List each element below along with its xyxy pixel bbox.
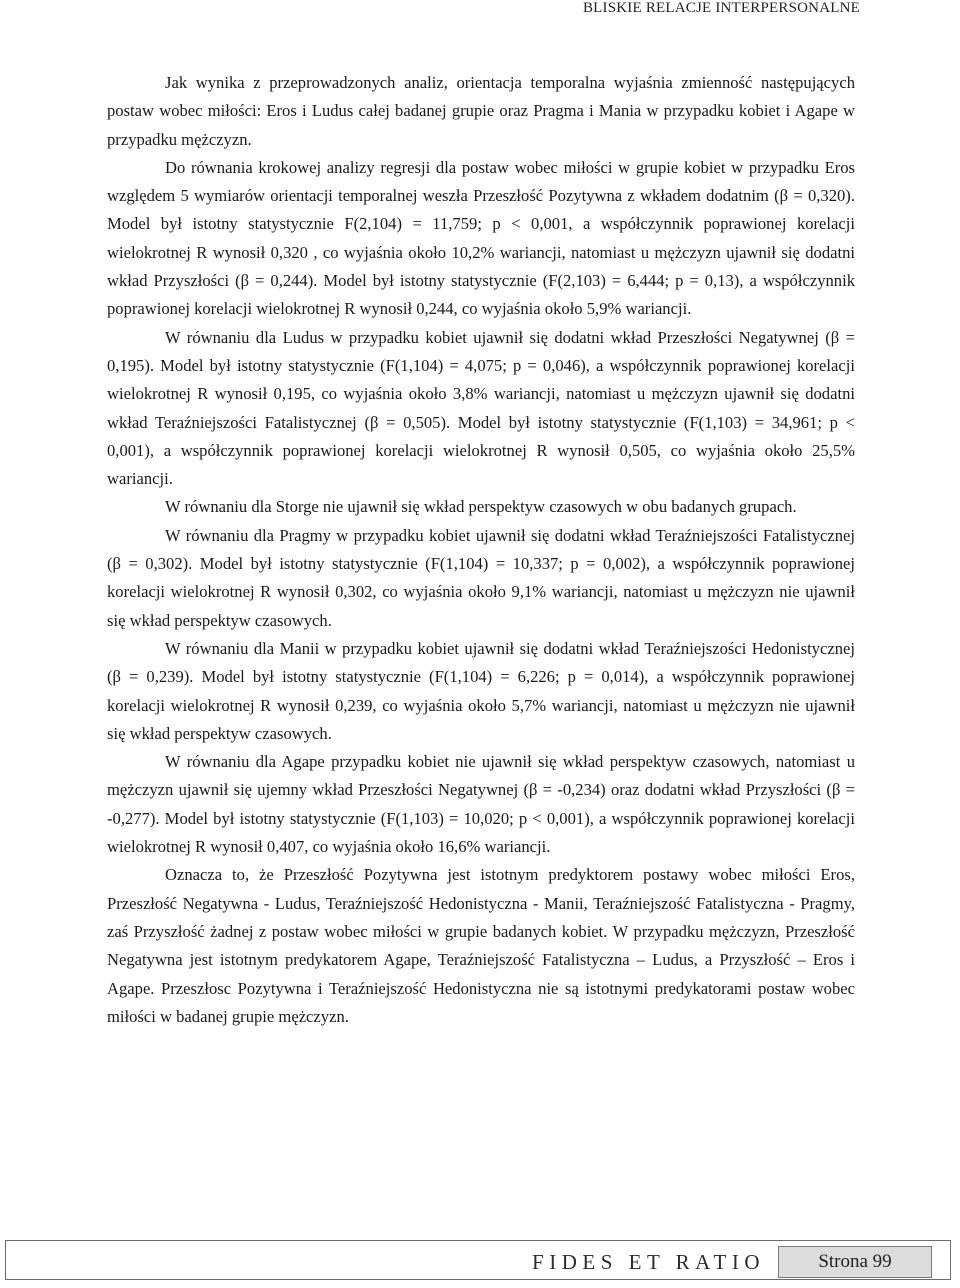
paragraph-pragma: W równaniu dla Pragmy w przypadku kobiet ujawnił się dodatni wkład Teraźniejszości Fatalistycznej (β = 0,302). Model był istotny statystycznie (F(1,104) = 10,337; p = 0,002), a współczynnik poprawionej korelacji wielokrotnej R wynosił 0,302, co wyjaśnia około 9,1% wariancji, natomiast u mężczyzn nie ujawnił się wkład perspektyw czasowych.: [107, 525, 855, 630]
paragraph-ludus: W równaniu dla Ludus w przypadku kobiet ujawnił się dodatni wkład Przeszłości Negatywnej (β = 0,195). Model był istotny statystycznie (F(1,104) = 4,075; p = 0,046), a współczynnik poprawionej korelacji wielokrotnej R wynosił 0,195, co wyjaśnia około 3,8% wariancji, natomiast u mężczyzn ujawnił się dodatni wkład Teraźniejszości Fatalistycznej (β = 0,505). Model był istotny statystycznie (F(1,103) = 34,961; p < 0,001), a współczynnik poprawionej korelacji wielokrotnej R wynosił 0,505, co wyjaśnia około 25,5% wariancji.: [107, 327, 855, 489]
paragraph-mania: W równaniu dla Manii w przypadku kobiet ujawnił się dodatni wkład Teraźniejszości Hedonistycznej (β = 0,239). Model był istotny statystycznie (F(1,104) = 6,226; p = 0,014), a współczynnik poprawionej korelacji wielokrotnej R wynosił 0,239, co wyjaśnia około 5,7% wariancji, natomiast u mężczyzn nie ujawnił się wkład perspektyw czasowych.: [107, 638, 855, 743]
paragraph-storge: W równaniu dla Storge nie ujawnił się wkład perspektyw czasowych w obu badanych grupach.: [165, 497, 797, 517]
paragraph-agape: W równaniu dla Agape przypadku kobiet nie ujawnił się wkład perspektyw czasowych, natomiast u mężczyzn ujawnił się ujemny wkład Przeszłości Negatywnej (β = -0,234) oraz dodatni wkład Przyszłości (β = -0,277). Model był istotny statystycznie (F(1,103) = 10,020; p < 0,001), a współczynnik poprawionej korelacji wielokrotnej R wynosił 0,407, co wyjaśnia około 16,6% wariancji.: [107, 752, 855, 857]
footer-journal-title: FIDES ET RATIO: [532, 1250, 765, 1274]
paragraph-intro: Jak wynika z przeprowadzonych analiz, orientacja temporalna wyjaśnia zmienność następujących postaw wobec miłości: Eros i Ludus całej badanej grupie oraz Pragma i Mania w przypadku kobiet i Agape w przypadku mężczyzn.: [107, 73, 855, 149]
article-body: [107, 69, 855, 1031]
running-header: BLISKIE RELACJE INTERPERSONALNE: [582, 0, 860, 16]
footer-page-number: Strona 99: [778, 1246, 932, 1278]
paragraph-eros: Do równania krokowej analizy regresji dla postaw wobec miłości w grupie kobiet w przypadku Eros względem 5 wymiarów orientacji temporalnej weszła Przeszłość Pozytywna z wkładem dodatnim (β = 0,320). Model był istotny statystycznie F(2,104) = 11,759; p < 0,001, a współczynnik poprawionej korelacji wielokrotnej R wynosił 0,320 , co wyjaśnia około 10,2% wariancji, natomiast u mężczyzn ujawnił się dodatni wkład Przyszłości (β = 0,244). Model był istotny statystycznie (F(2,103) = 6,444; p = 0,13), a współczynnik poprawionej korelacji wielokrotnej R wynosił 0,244, co wyjaśnia około 5,9% wariancji.: [107, 157, 855, 319]
paragraph-conclusion: Oznacza to, że Przeszłość Pozytywna jest istotnym predyktorem postawy wobec miłości Eros, Przeszłość Negatywna - Ludus, Teraźniejszość Hedonistyczna - Manii, Teraźniejszość Fatalistyczna - Pragmy, zaś Przyszłość żadnej z postaw wobec miłości w grupie badanych kobiet. W przypadku mężczyzn, Przeszłość Negatywna jest istotnym predykatorem Agape, Teraźniejszość Fatalistyczna – Ludus, a Przyszłość – Eros i Agape. Przeszłosc Pozytywna i Teraźniejszość Hedonistyczna nie są istotnymi predykatorami postaw wobec miłości w badanej grupie mężczyzn.: [107, 865, 855, 1026]
